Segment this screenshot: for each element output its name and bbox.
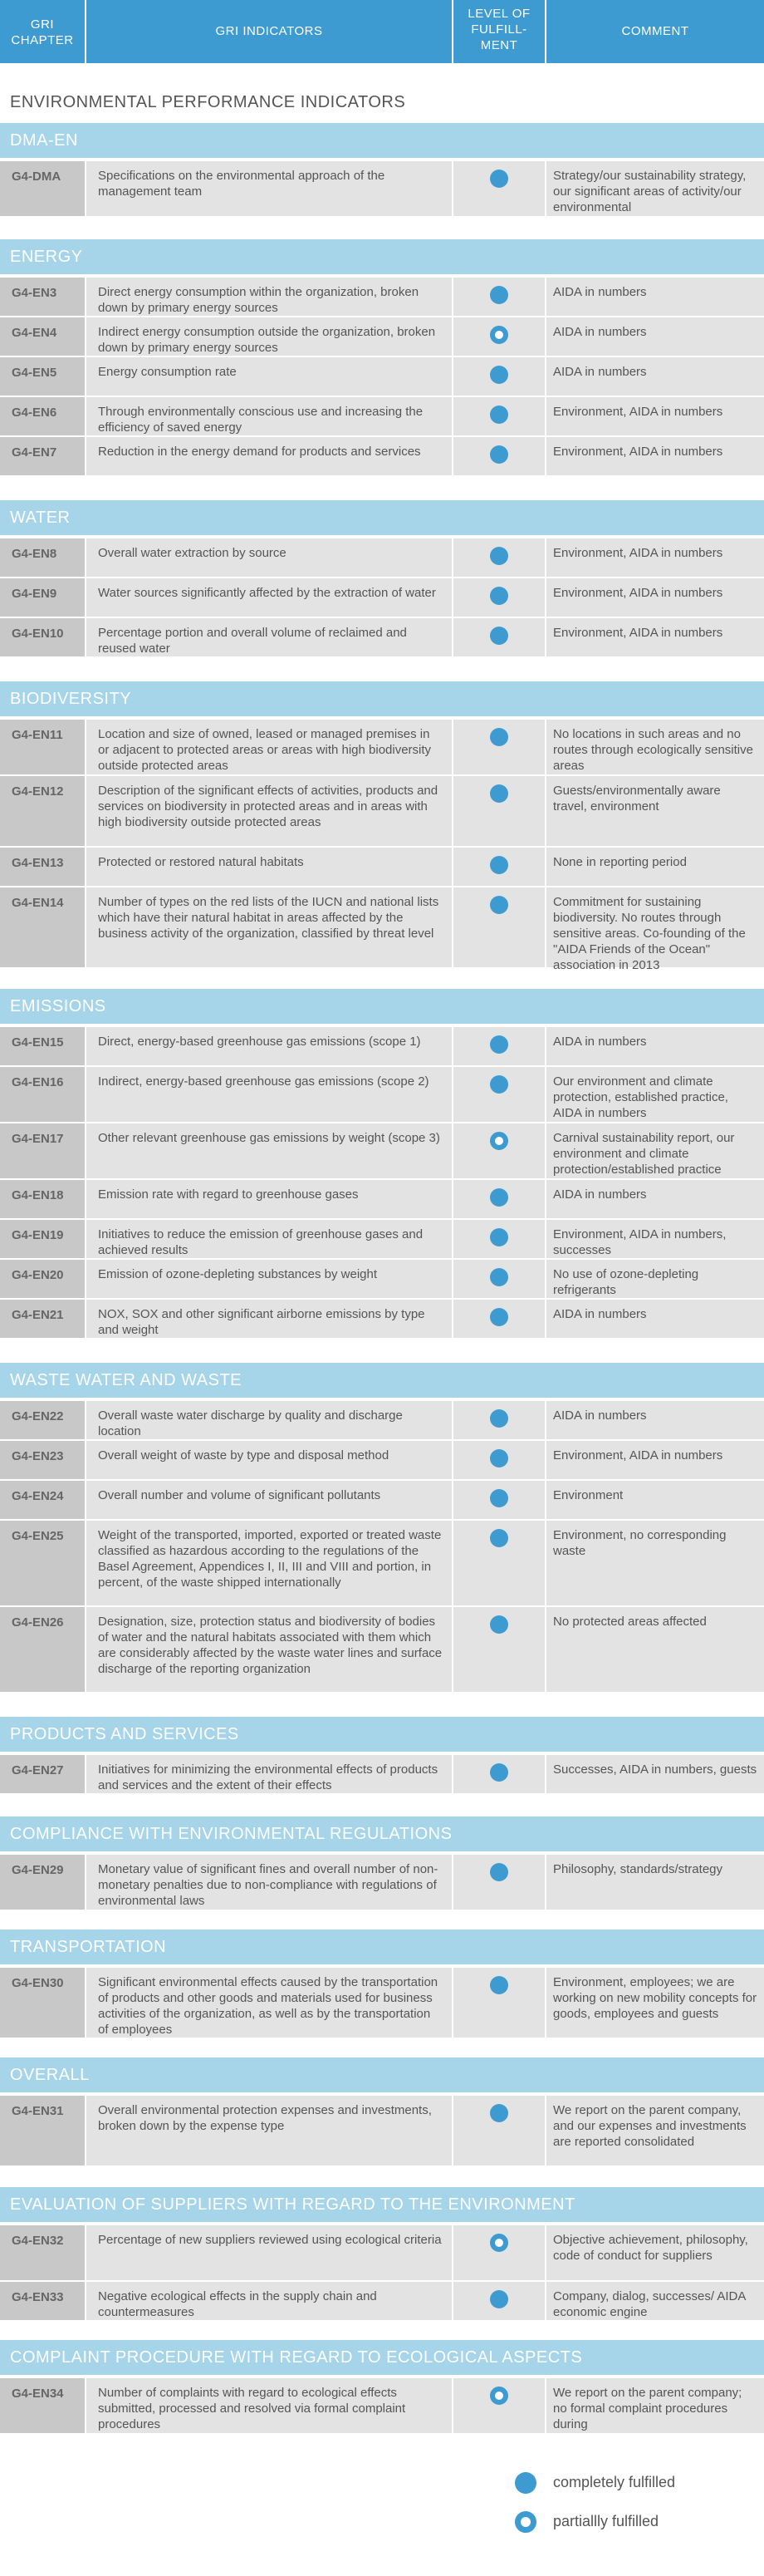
- ring-circle-icon: [490, 326, 508, 344]
- fulfillment-cell: [453, 2225, 545, 2280]
- fulfillment-cell: [453, 720, 545, 774]
- fulfillment-cell: [453, 278, 545, 316]
- table-row: [0, 2225, 764, 2280]
- indicator-code: G4-EN16: [0, 1067, 85, 1122]
- indicator-description: Description of the significant effects of activities, products and services on biodiversity in protected areas and in areas with high biodiversity outside protected areas: [86, 776, 452, 846]
- indicator-description: Weight of the transported, imported, exported or treated waste classified as hazardous according to the regulations of the Basel Agreement, Appendices I, II, III and VIII and portion, in percent, of the waste shipped internationally: [86, 1521, 452, 1605]
- indicator-description: Emission of ozone-depleting substances by weight: [86, 1260, 452, 1298]
- full-circle-icon: [490, 406, 508, 424]
- header-level-label: LEVEL OF FULFILL- MENT: [468, 7, 531, 52]
- full-circle-icon: [490, 1763, 508, 1782]
- indicator-comment: Our environment and climate protection, established practice, AIDA in numbers: [546, 1067, 764, 1122]
- full-circle-icon: [490, 547, 508, 565]
- indicator-code: G4-EN26: [0, 1607, 85, 1692]
- fulfillment-cell: [453, 1027, 545, 1065]
- section-header: EVALUATION OF SUPPLIERS WITH REGARD TO THE ENVIRONMENT: [0, 2187, 764, 2222]
- indicator-comment: Environment, AIDA in numbers: [546, 578, 764, 617]
- indicator-comment: No protected areas affected: [546, 1607, 764, 1692]
- indicator-comment: Strategy/our sustainability strategy, our significant areas of activity/our environmental: [546, 161, 764, 216]
- indicator-description: Emission rate with regard to greenhouse gases: [86, 1180, 452, 1218]
- header-gri-indicators-label: GRI INDICATORS: [215, 24, 323, 38]
- indicator-description: Protected or restored natural habitats: [86, 848, 452, 886]
- indicator-description: Overall water extraction by source: [86, 538, 452, 577]
- table-row: [0, 887, 764, 972]
- indicator-code: G4-EN11: [0, 720, 85, 774]
- full-circle-icon: [490, 728, 508, 746]
- fulfillment-cell: [453, 1123, 545, 1178]
- fulfillment-cell: [453, 357, 545, 396]
- indicator-comment: Environment, AIDA in numbers: [546, 618, 764, 656]
- indicator-comment: Environment, employees; we are working on new mobility concepts for goods, employees and guests: [546, 1968, 764, 2038]
- indicator-code: G4-EN5: [0, 357, 85, 396]
- section-header: DMA-EN: [0, 123, 764, 158]
- table-row: [0, 2096, 764, 2166]
- section-header: WATER: [0, 500, 764, 535]
- indicator-comment: Environment, AIDA in numbers: [546, 1441, 764, 1479]
- ring-circle-icon: [490, 1132, 508, 1150]
- table-row: [0, 1481, 764, 1519]
- indicator-comment: Environment, AIDA in numbers: [546, 397, 764, 435]
- indicator-comment: No locations in such areas and no routes through ecologically sensitive areas: [546, 720, 764, 774]
- indicator-comment: Successes, AIDA in numbers, guests: [546, 1755, 764, 1793]
- indicator-code: G4-EN7: [0, 437, 85, 475]
- indicator-code: G4-EN27: [0, 1755, 85, 1793]
- fulfillment-cell: [453, 2096, 545, 2166]
- full-circle-icon: [490, 1976, 508, 1994]
- indicator-comment: Environment, AIDA in numbers, successes: [546, 1220, 764, 1258]
- table-header: [0, 0, 764, 63]
- indicator-code: G4-EN10: [0, 618, 85, 656]
- full-circle-icon: [490, 1529, 508, 1547]
- indicator-code: G4-EN14: [0, 887, 85, 967]
- indicator-code: G4-EN4: [0, 317, 85, 356]
- indicator-description: Number of complaints with regard to ecological effects submitted, processed and resolved via formal complaint procedures: [86, 2378, 452, 2433]
- indicator-comment: AIDA in numbers: [546, 1300, 764, 1338]
- table-row: [0, 1123, 764, 1178]
- table-row: [0, 1755, 764, 1793]
- section-header: ENERGY: [0, 239, 764, 274]
- indicator-comment: AIDA in numbers: [546, 1401, 764, 1439]
- legend-full-label: completely fulfilled: [553, 2473, 676, 2490]
- table-row: [0, 578, 764, 617]
- indicator-code: G4-EN12: [0, 776, 85, 846]
- indicator-description: Overall waste water discharge by quality and discharge location: [86, 1401, 452, 1439]
- fulfillment-cell: [453, 1755, 545, 1793]
- table-row: [0, 1441, 764, 1479]
- indicator-comment: Environment, no corresponding waste: [546, 1521, 764, 1605]
- indicator-code: G4-EN6: [0, 397, 85, 435]
- table-row: [0, 1521, 764, 1605]
- full-circle-icon: [490, 2290, 508, 2308]
- fulfillment-cell: [453, 1607, 545, 1692]
- table-row: [0, 1260, 764, 1298]
- indicator-comment: No use of ozone-depleting refrigerants: [546, 1260, 764, 1298]
- full-circle-icon: [515, 2472, 536, 2494]
- indicator-description: Specifications on the environmental approach of the management team: [86, 161, 452, 216]
- section-header: WASTE WATER AND WASTE: [0, 1363, 764, 1398]
- ring-circle-icon: [490, 2234, 508, 2252]
- section-header: COMPLIANCE WITH ENVIRONMENTAL REGULATIONS: [0, 1816, 764, 1851]
- page-title: ENVIRONMENTAL PERFORMANCE INDICATORS: [10, 93, 406, 111]
- section-header: COMPLAINT PROCEDURE WITH REGARD TO ECOLOGICAL ASPECTS: [0, 2340, 764, 2375]
- indicator-description: Energy consumption rate: [86, 357, 452, 396]
- fulfillment-cell: [453, 776, 545, 846]
- indicator-code: G4-EN30: [0, 1968, 85, 2038]
- table-row: [0, 1180, 764, 1218]
- table-row: [0, 618, 764, 656]
- indicator-description: Initiatives for minimizing the environmental effects of products and services and the extent of their effects: [86, 1755, 452, 1793]
- indicator-code: G4-EN17: [0, 1123, 85, 1178]
- indicator-description: Water sources significantly affected by the extraction of water: [86, 578, 452, 617]
- indicator-description: Reduction in the energy demand for products and services: [86, 437, 452, 475]
- full-circle-icon: [490, 2104, 508, 2122]
- table-row: [0, 720, 764, 774]
- legend-partial: [515, 2511, 659, 2533]
- table-row: [0, 2378, 764, 2433]
- table-row: [0, 1220, 764, 1258]
- fulfillment-cell: [453, 1220, 545, 1258]
- table-row: [0, 538, 764, 577]
- table-row: [0, 2282, 764, 2320]
- indicator-comment: Guests/environmentally aware travel, environment: [546, 776, 764, 846]
- indicator-description: Significant environmental effects caused by the transportation of products and other goods and materials used for business activities of the organization, as well as by the transportation of employees: [86, 1968, 452, 2038]
- table-row: [0, 1401, 764, 1439]
- indicator-description: Direct energy consumption within the organization, broken down by primary energy sources: [86, 278, 452, 316]
- indicator-description: NOX, SOX and other significant airborne emissions by type and weight: [86, 1300, 452, 1338]
- section-header: EMISSIONS: [0, 989, 764, 1024]
- indicator-code: G4-EN31: [0, 2096, 85, 2166]
- table-row: [0, 1968, 764, 2038]
- full-circle-icon: [490, 1409, 508, 1428]
- full-circle-icon: [490, 784, 508, 803]
- indicator-description: Designation, size, protection status and biodiversity of bodies of water and the natural habitats associated with them which are considerably affected by the waste water lines and surface discharge of the reporting organization: [86, 1607, 452, 1692]
- indicator-code: G4-EN21: [0, 1300, 85, 1338]
- fulfillment-cell: [453, 1855, 545, 1910]
- fulfillment-cell: [453, 1521, 545, 1605]
- indicator-description: Initiatives to reduce the emission of greenhouse gases and achieved results: [86, 1220, 452, 1258]
- indicator-code: G4-EN23: [0, 1441, 85, 1479]
- full-circle-icon: [490, 445, 508, 464]
- full-circle-icon: [490, 286, 508, 304]
- fulfillment-cell: [453, 161, 545, 216]
- full-circle-icon: [490, 1268, 508, 1286]
- fulfillment-cell: [453, 538, 545, 577]
- table-row: [0, 437, 764, 475]
- indicator-code: G4-EN18: [0, 1180, 85, 1218]
- header-gri-chapter-label: GRI CHAPTER: [11, 17, 74, 47]
- fulfillment-cell: [453, 1300, 545, 1338]
- table-row: [0, 1855, 764, 1910]
- table-row: [0, 161, 764, 216]
- full-circle-icon: [490, 366, 508, 384]
- ring-circle-icon: [490, 2387, 508, 2405]
- full-circle-icon: [490, 587, 508, 605]
- table-row: [0, 1607, 764, 1692]
- fulfillment-cell: [453, 437, 545, 475]
- indicator-description: Percentage portion and overall volume of reclaimed and reused water: [86, 618, 452, 656]
- fulfillment-cell: [453, 1481, 545, 1519]
- fulfillment-cell: [453, 578, 545, 617]
- legend-partial-label: partiallly fulfilled: [553, 2512, 659, 2529]
- table-row: [0, 397, 764, 435]
- indicator-comment: None in reporting period: [546, 848, 764, 886]
- header-level-of-fulfillment: [453, 0, 545, 63]
- indicator-description: Percentage of new suppliers reviewed using ecological criteria: [86, 2225, 452, 2280]
- header-comment-label: COMMENT: [621, 24, 689, 38]
- indicator-code: G4-EN34: [0, 2378, 85, 2433]
- full-circle-icon: [490, 1489, 508, 1507]
- indicator-comment: AIDA in numbers: [546, 1180, 764, 1218]
- indicator-code: G4-EN3: [0, 278, 85, 316]
- full-circle-icon: [490, 896, 508, 914]
- section-header: BIODIVERSITY: [0, 681, 764, 716]
- full-circle-icon: [490, 170, 508, 188]
- fulfillment-cell: [453, 887, 545, 967]
- indicator-comment: Environment, AIDA in numbers: [546, 538, 764, 577]
- full-circle-icon: [490, 1228, 508, 1246]
- fulfillment-cell: [453, 1067, 545, 1122]
- indicator-description: Overall environmental protection expenses and investments, broken down by the expense type: [86, 2096, 452, 2166]
- full-circle-icon: [490, 1075, 508, 1094]
- header-gri-chapter: [0, 0, 85, 63]
- full-circle-icon: [490, 1615, 508, 1634]
- fulfillment-cell: [453, 317, 545, 356]
- table-row: [0, 1300, 764, 1338]
- indicator-description: Number of types on the red lists of the IUCN and national lists which have their natural habitat in areas affected by the business activity of the organization, classified by threat level: [86, 887, 452, 967]
- indicator-comment: Philosophy, standards/strategy: [546, 1855, 764, 1910]
- fulfillment-cell: [453, 1968, 545, 2038]
- full-circle-icon: [490, 856, 508, 874]
- indicator-comment: We report on the parent company; no formal complaint procedures during: [546, 2378, 764, 2433]
- section-header: PRODUCTS AND SERVICES: [0, 1717, 764, 1752]
- section-header: OVERALL: [0, 2057, 764, 2092]
- indicator-comment: We report on the parent company, and our expenses and investments are reported consolidated: [546, 2096, 764, 2166]
- full-circle-icon: [490, 1035, 508, 1054]
- fulfillment-cell: [453, 2378, 545, 2433]
- indicator-code: G4-EN8: [0, 538, 85, 577]
- indicator-code: G4-EN13: [0, 848, 85, 886]
- indicator-description: Indirect, energy-based greenhouse gas emissions (scope 2): [86, 1067, 452, 1122]
- fulfillment-cell: [453, 397, 545, 435]
- indicator-comment: AIDA in numbers: [546, 357, 764, 396]
- section-header: TRANSPORTATION: [0, 1930, 764, 1964]
- indicator-code: G4-EN15: [0, 1027, 85, 1065]
- full-circle-icon: [490, 1308, 508, 1326]
- indicator-comment: Objective achievement, philosophy, code of conduct for suppliers: [546, 2225, 764, 2280]
- fulfillment-cell: [453, 848, 545, 886]
- header-comment: [546, 0, 764, 63]
- indicator-comment: Environment: [546, 1481, 764, 1519]
- indicator-code: G4-EN22: [0, 1401, 85, 1439]
- table-row: [0, 1027, 764, 1065]
- full-circle-icon: [490, 627, 508, 645]
- table-row: [0, 776, 764, 846]
- fulfillment-cell: [453, 1260, 545, 1298]
- table-row: [0, 357, 764, 396]
- indicator-comment: Carnival sustainability report, our environment and climate protection/established practice: [546, 1123, 764, 1178]
- indicator-description: Through environmentally conscious use and increasing the efficiency of saved energy: [86, 397, 452, 435]
- fulfillment-cell: [453, 618, 545, 656]
- fulfillment-cell: [453, 1401, 545, 1439]
- indicator-comment: AIDA in numbers: [546, 278, 764, 316]
- indicator-comment: Company, dialog, successes/ AIDA economic engine: [546, 2282, 764, 2320]
- indicator-description: Indirect energy consumption outside the organization, broken down by primary energy sources: [86, 317, 452, 356]
- fulfillment-cell: [453, 2282, 545, 2320]
- indicator-description: Other relevant greenhouse gas emissions by weight (scope 3): [86, 1123, 452, 1178]
- indicator-description: Direct, energy-based greenhouse gas emissions (scope 1): [86, 1027, 452, 1065]
- indicator-comment: Commitment for sustaining biodiversity. No routes through sensitive areas. Co-founding of the "AIDA Friends of the Ocean" association in 2013: [546, 887, 764, 967]
- indicator-code: G4-EN32: [0, 2225, 85, 2280]
- indicator-code: G4-EN20: [0, 1260, 85, 1298]
- indicator-comment: AIDA in numbers: [546, 317, 764, 356]
- indicator-code: G4-EN9: [0, 578, 85, 617]
- table-row: [0, 317, 764, 356]
- indicator-description: Overall number and volume of significant pollutants: [86, 1481, 452, 1519]
- table-row: [0, 1067, 764, 1122]
- full-circle-icon: [490, 1449, 508, 1467]
- legend-full: [515, 2472, 675, 2494]
- indicator-code: G4-EN24: [0, 1481, 85, 1519]
- indicator-comment: AIDA in numbers: [546, 1027, 764, 1065]
- table-row: [0, 278, 764, 316]
- indicator-code: G4-EN33: [0, 2282, 85, 2320]
- indicator-code: G4-EN29: [0, 1855, 85, 1910]
- indicator-code: G4-DMA: [0, 161, 85, 216]
- fulfillment-cell: [453, 1441, 545, 1479]
- indicator-description: Overall weight of waste by type and disposal method: [86, 1441, 452, 1479]
- indicator-description: Monetary value of significant fines and overall number of non-monetary penalties due to non-compliance with regulations of environmental laws: [86, 1855, 452, 1910]
- header-gri-indicators: [86, 0, 452, 63]
- indicator-description: Negative ecological effects in the supply chain and countermeasures: [86, 2282, 452, 2320]
- ring-circle-icon: [515, 2511, 536, 2533]
- indicator-description: Location and size of owned, leased or managed premises in or adjacent to protected areas or areas with high biodiversity outside protected areas: [86, 720, 452, 774]
- full-circle-icon: [490, 1188, 508, 1207]
- full-circle-icon: [490, 1863, 508, 1881]
- indicator-code: G4-EN25: [0, 1521, 85, 1605]
- fulfillment-cell: [453, 1180, 545, 1218]
- table-row: [0, 848, 764, 886]
- indicator-comment: Environment, AIDA in numbers: [546, 437, 764, 475]
- indicator-code: G4-EN19: [0, 1220, 85, 1258]
